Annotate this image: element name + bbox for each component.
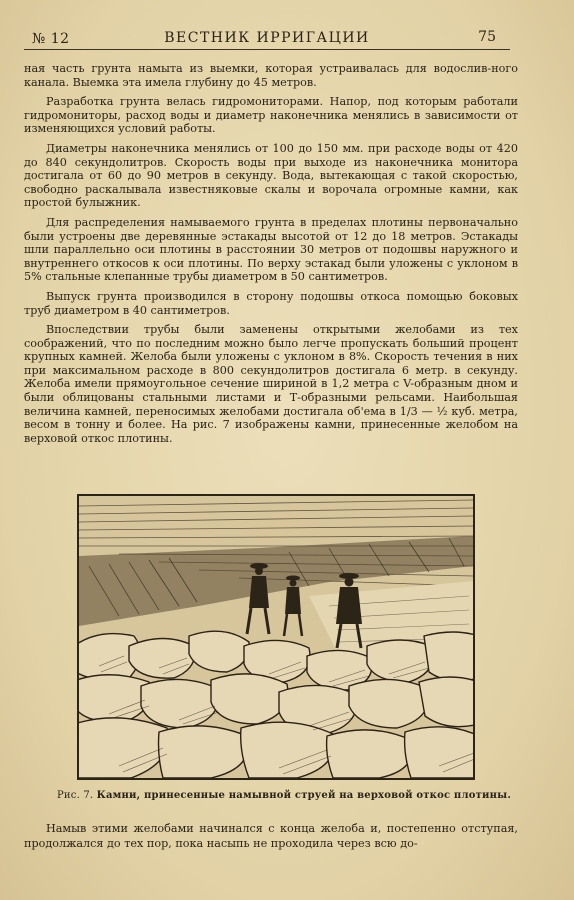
page-number: 75 <box>478 29 496 45</box>
caption-text: Камни, принесенные намывной струей на верховой откос плотины. <box>96 790 512 801</box>
stones-drawing <box>79 496 473 778</box>
paragraph-1: ная часть грунта намыта из выемки, которая устраивалась для водослив-ного канала. Выемка эта имела глубину до 45 метров. <box>24 62 518 89</box>
article-continuation <box>24 821 518 851</box>
paragraph-5: Выпуск грунта производился в сторону подошвы откоса помощью боковых труб диаметром в 40 сантиметров. <box>24 289 518 317</box>
paragraph-2: Разработка грунта велась гидромониторами. Напор, под которым работали гидромониторы, расход воды и диаметр наконечника менялись в зависимости от изменяющихся условий работы. <box>24 95 518 136</box>
figure-illustration <box>77 494 475 780</box>
running-header <box>24 27 510 50</box>
paragraph-7: Намыв этими желобами начинался с конца желоба и, постепенно отступая, продолжался до тех пор, пока насыпь не проходила через всю до- <box>24 822 518 850</box>
paragraph-4: Для распределения намываемого грунта в пределах плотины первоначально были устроены две деревянные эстакады высотой от 12 до 18 метров. Эстакады шли параллельно оси плотины в расстоянии 30 метров от подошвы наружного и внутреннего откосов к оси плотины. По верху эстакад были уложены с уклоном в 5% стальные клепанные трубы диаметром в 50 сантиметров. <box>24 215 518 284</box>
article-body <box>24 62 518 451</box>
paragraph-6: Впоследствии трубы были заменены открытыми желобами из тех соображений, что по последним можно было легче пропускать больший процент крупных камней. Желоба были уложены с уклоном в 8%. Скорость течения в них при максимальном расходе в 800 секундолитров достигала 6 метр. в секунду. Желоба имели прямоугольное сечение шириной в 1,2 метра с V-образным дном и были облицованы стальными листами и Т-образными рельсами. Наибольшая величина камней, переносимых желобами достигала об'ема в 1/3 — ½ куб. метра, весом в тонну и более. На рис. 7 изображены камни, принесенные желобом на верховой откос плотины. <box>24 323 518 445</box>
figure-caption <box>24 790 544 801</box>
issue-number: № 12 <box>32 31 70 47</box>
caption-prefix: Рис. 7. <box>56 790 97 801</box>
journal-title: ВЕСТНИК ИРРИГАЦИИ <box>164 30 370 46</box>
paragraph-3: Диаметры наконечника менялись от 100 до 150 мм. при расходе воды от 420 до 840 секундолитров. Скорость воды при выходе из наконечника монитора достигала от 60 до 90 метров в секунду. Вода, вытекающая с такой скоростью, свободно раскалывала известняковые скалы и ворочала огромные камни, как простой булыжник. <box>24 141 518 210</box>
